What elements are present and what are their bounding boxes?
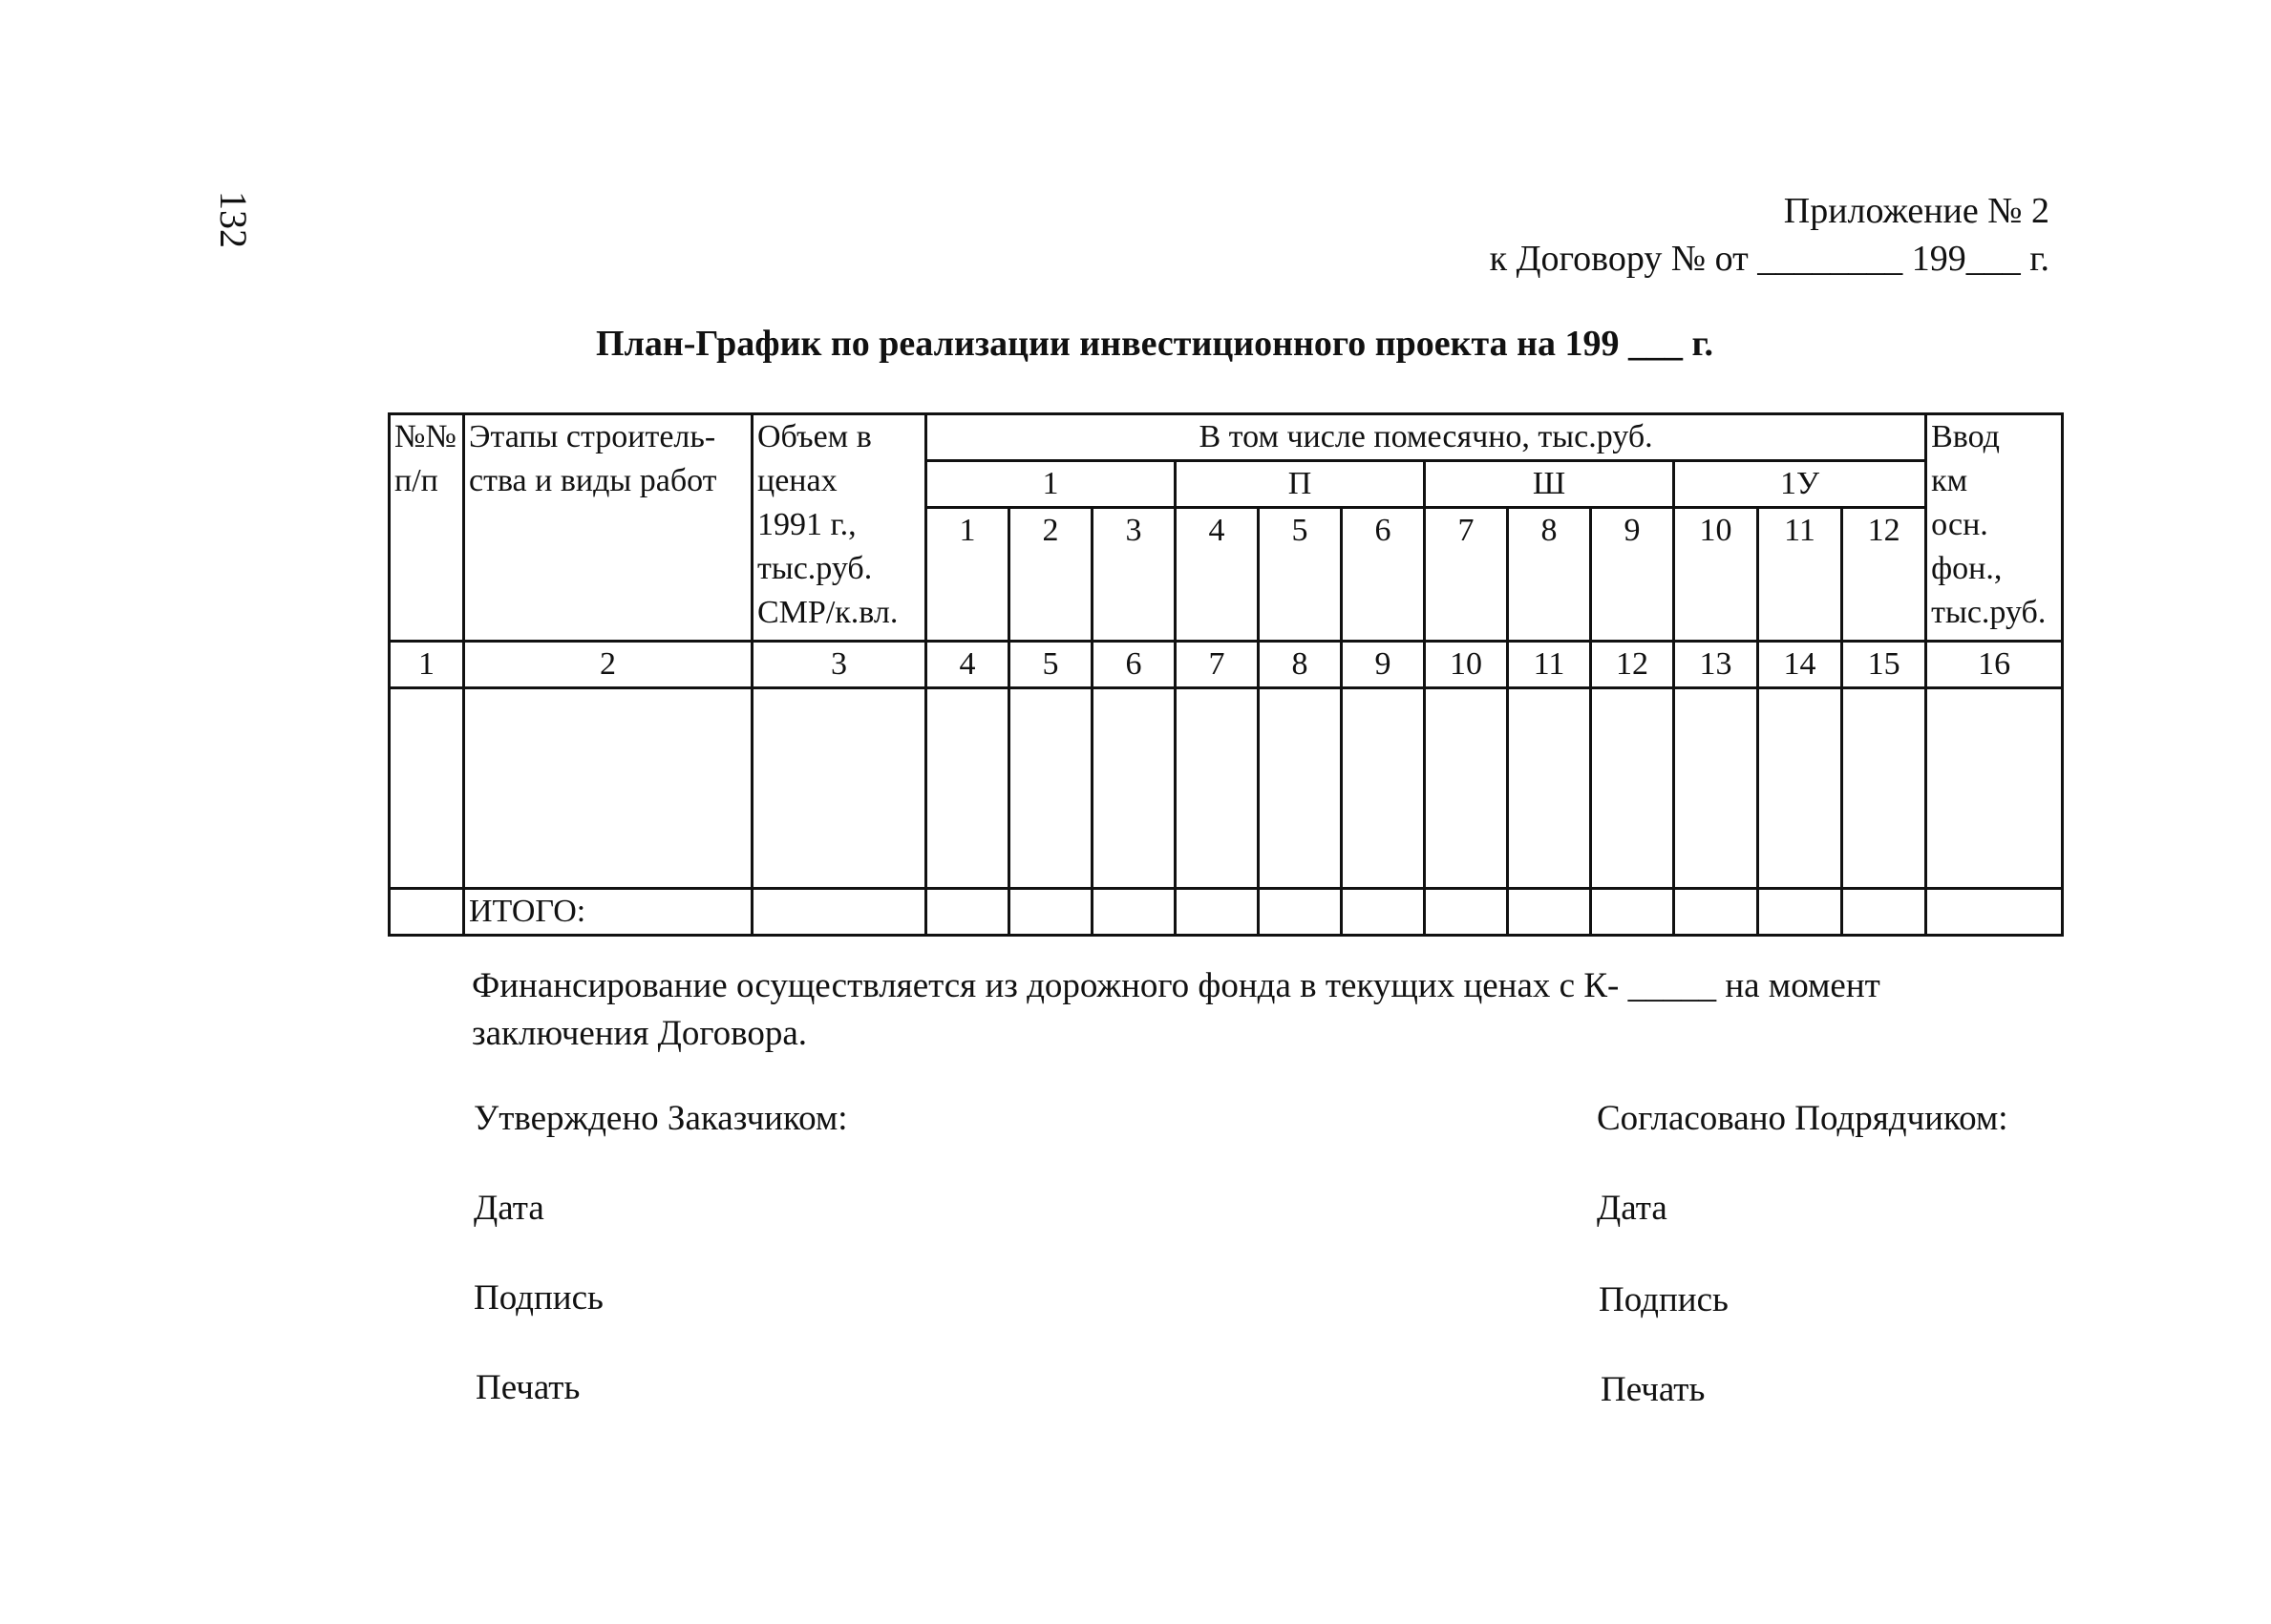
- header-monthly: В том числе помесячно, тыс.руб.: [926, 414, 1926, 461]
- header-number-line: №№: [394, 419, 456, 454]
- total-cell[interactable]: [926, 889, 1009, 936]
- header-volume-line: СМР/к.вл.: [757, 595, 899, 630]
- data-cell[interactable]: [926, 688, 1009, 889]
- quarter-cell: 1: [926, 461, 1176, 508]
- total-cell[interactable]: [1425, 889, 1508, 936]
- header-input-line: фон.,: [1931, 551, 2003, 586]
- data-cell[interactable]: [1176, 688, 1259, 889]
- data-cell[interactable]: [1342, 688, 1425, 889]
- header-input-line: тыс.руб.: [1931, 595, 2047, 630]
- financing-note: Финансирование осуществляется из дорожного фонда в текущих ценах с К- _____ на момент заключения Договора.: [472, 966, 1880, 1053]
- header-input-cell: [1926, 414, 2063, 642]
- header-input-line: км: [1931, 463, 1968, 498]
- data-cell[interactable]: [1009, 688, 1093, 889]
- contractor-date-label: Дата: [1597, 1189, 1667, 1228]
- data-cell[interactable]: [390, 688, 464, 889]
- header-volume-line: ценах: [757, 463, 838, 498]
- header-number-cell: [390, 414, 464, 642]
- customer-stamp-label: Печать: [476, 1368, 581, 1407]
- quarter-cell: 1У: [1674, 461, 1926, 508]
- column-number-cell: 7: [1176, 642, 1259, 688]
- column-number-row: [390, 642, 2063, 688]
- header-volume-line: тыс.руб.: [757, 551, 873, 586]
- data-cell[interactable]: [1926, 688, 2063, 889]
- appendix-line-1: Приложение № 2: [1783, 191, 2049, 231]
- column-number-cell: 3: [753, 642, 926, 688]
- total-cell[interactable]: [753, 889, 926, 936]
- column-number-cell: 4: [926, 642, 1009, 688]
- column-number-cell: 1: [390, 642, 464, 688]
- column-number-cell: 10: [1425, 642, 1508, 688]
- data-cell[interactable]: [1508, 688, 1591, 889]
- data-cell[interactable]: [1674, 688, 1758, 889]
- data-cell[interactable]: [1093, 688, 1176, 889]
- month-cell: 4: [1176, 508, 1259, 642]
- header-stages-line: Этапы строитель-: [469, 419, 716, 454]
- header-stages-cell: [464, 414, 753, 642]
- total-cell[interactable]: [1259, 889, 1342, 936]
- header-volume-cell: [753, 414, 926, 642]
- customer-date-label: Дата: [474, 1189, 544, 1228]
- header-number-line: п/п: [394, 463, 438, 498]
- data-cell[interactable]: [1259, 688, 1342, 889]
- data-cell[interactable]: [753, 688, 926, 889]
- column-number-cell: 2: [464, 642, 753, 688]
- month-cell: 10: [1674, 508, 1758, 642]
- column-number-cell: 9: [1342, 642, 1425, 688]
- column-number-cell: 16: [1926, 642, 2063, 688]
- total-cell[interactable]: [1009, 889, 1093, 936]
- header-volume-line: Объем в: [757, 419, 872, 454]
- total-cell[interactable]: [390, 889, 464, 936]
- month-cell: 5: [1259, 508, 1342, 642]
- customer-approved-label: Утверждено Заказчиком:: [474, 1099, 848, 1138]
- total-cell[interactable]: [1758, 889, 1842, 936]
- data-cell[interactable]: [1591, 688, 1674, 889]
- month-cell: 3: [1093, 508, 1176, 642]
- month-cell: 1: [926, 508, 1009, 642]
- month-cell: 2: [1009, 508, 1093, 642]
- total-cell[interactable]: [1508, 889, 1591, 936]
- header-row-1: [390, 414, 2063, 461]
- month-cell: 6: [1342, 508, 1425, 642]
- page-number: 132: [212, 191, 255, 248]
- total-cell[interactable]: [1926, 889, 2063, 936]
- month-cell: 11: [1758, 508, 1842, 642]
- contractor-agreed-label: Согласовано Подрядчиком:: [1597, 1099, 2008, 1138]
- header-volume-line: 1991 г.,: [757, 507, 857, 542]
- column-number-cell: 11: [1508, 642, 1591, 688]
- appendix-line-2: к Договору № от ________ 199___ г.: [1489, 239, 2049, 279]
- column-number-cell: 8: [1259, 642, 1342, 688]
- total-label: ИТОГО:: [464, 889, 753, 936]
- column-number-cell: 14: [1758, 642, 1842, 688]
- total-cell[interactable]: [1674, 889, 1758, 936]
- plan-schedule-table: [388, 412, 2064, 937]
- contractor-stamp-label: Печать: [1601, 1370, 1706, 1409]
- month-cell: 9: [1591, 508, 1674, 642]
- month-cell: 8: [1508, 508, 1591, 642]
- column-number-cell: 15: [1842, 642, 1926, 688]
- month-cell: 7: [1425, 508, 1508, 642]
- total-cell[interactable]: [1842, 889, 1926, 936]
- column-number-cell: 12: [1591, 642, 1674, 688]
- header-stages-line: ства и виды работ: [469, 463, 717, 498]
- appendix-header: [1490, 187, 2049, 283]
- data-cell[interactable]: [1425, 688, 1508, 889]
- total-cell[interactable]: [1093, 889, 1176, 936]
- contractor-signature-label: Подпись: [1599, 1280, 1729, 1319]
- empty-data-row: [390, 688, 2063, 889]
- document-title: План-График по реализации инвестиционного проекта на 199 ___ г.: [595, 324, 1714, 364]
- column-number-cell: 6: [1093, 642, 1176, 688]
- total-cell[interactable]: [1176, 889, 1259, 936]
- month-cell: 12: [1842, 508, 1926, 642]
- data-cell[interactable]: [1758, 688, 1842, 889]
- header-input-line: осн.: [1931, 507, 1988, 542]
- quarter-cell: П: [1176, 461, 1425, 508]
- data-cell[interactable]: [1842, 688, 1926, 889]
- column-number-cell: 13: [1674, 642, 1758, 688]
- total-row: [390, 889, 2063, 936]
- total-cell[interactable]: [1342, 889, 1425, 936]
- data-cell[interactable]: [464, 688, 753, 889]
- quarter-cell: Ш: [1425, 461, 1674, 508]
- total-cell[interactable]: [1591, 889, 1674, 936]
- customer-signature-label: Подпись: [474, 1278, 604, 1318]
- header-input-line: Ввод: [1931, 419, 2000, 454]
- column-number-cell: 5: [1009, 642, 1093, 688]
